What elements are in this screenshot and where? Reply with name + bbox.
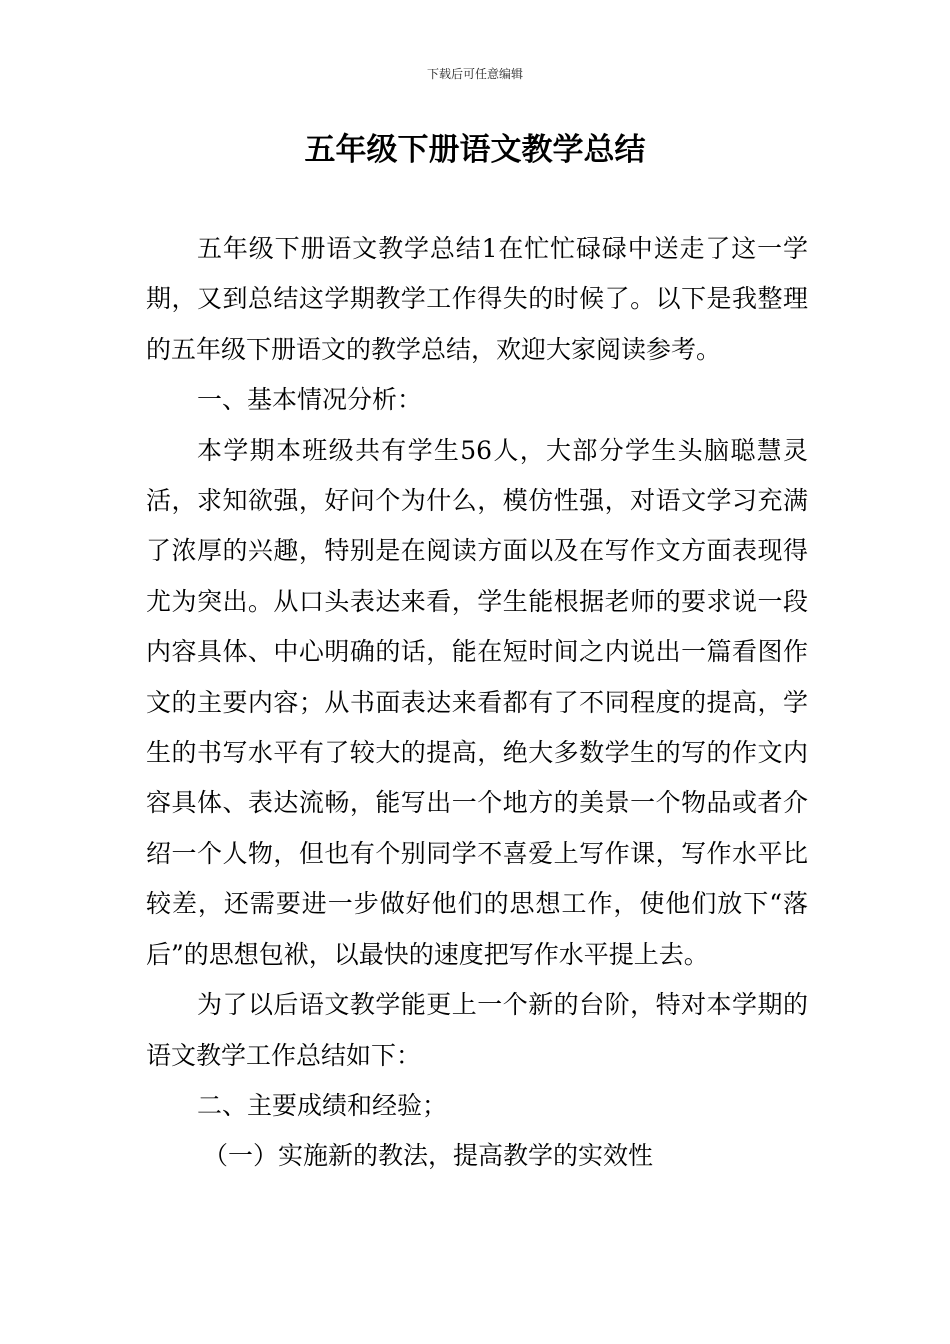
section-heading-achievements: 二、主要成绩和经验； xyxy=(197,1090,448,1120)
subsection-heading-new-methods: （一）实施新的教法，提高教学的实效性 xyxy=(203,1141,654,1171)
paragraph-class-situation: 本学期本班级共有学生56人，大部分学生头脑聪慧灵活，求知欲强，好问个为什么，模仿性强，对语文学习充满了浓厚的兴趣，特别是在阅读方面以及在写作文方面表现得尤为突出。从口头表达来看，学生能根据老师的要求说一段内容具体、中心明确的话，能在短时间之内说出一篇看图作文的主要内容；从书面表达来看都有了不同程度的提高，学生的书写水平有了较大的提高，绝大多数学生的写的作文内容具体、表达流畅，能写出一个地方的美景一个物品或者介绍一个人物，但也有个别同学不喜爱上写作课，写作水平比较差，还需要进一步做好他们的思想工作，使他们放下“落后”的思想包袱，以最快的速度把写作水平提上去。 xyxy=(146,435,808,969)
paragraph-intro: 五年级下册语文教学总结1在忙忙碌碌中送走了这一学期，又到总结这学期教学工作得失的时候了。以下是我整理的五年级下册语文的教学总结，欢迎大家阅读参考。 xyxy=(146,234,808,364)
document-title: 五年级下册语文教学总结 xyxy=(304,132,646,168)
paragraph-summary-lead: 为了以后语文教学能更上一个新的台阶，特对本学期的语文教学工作总结如下： xyxy=(146,990,808,1070)
document-body xyxy=(146,224,808,1182)
page-header-note: 下载后可任意编辑 xyxy=(426,67,523,81)
section-heading-basic-analysis: 一、基本情况分析： xyxy=(197,385,423,415)
